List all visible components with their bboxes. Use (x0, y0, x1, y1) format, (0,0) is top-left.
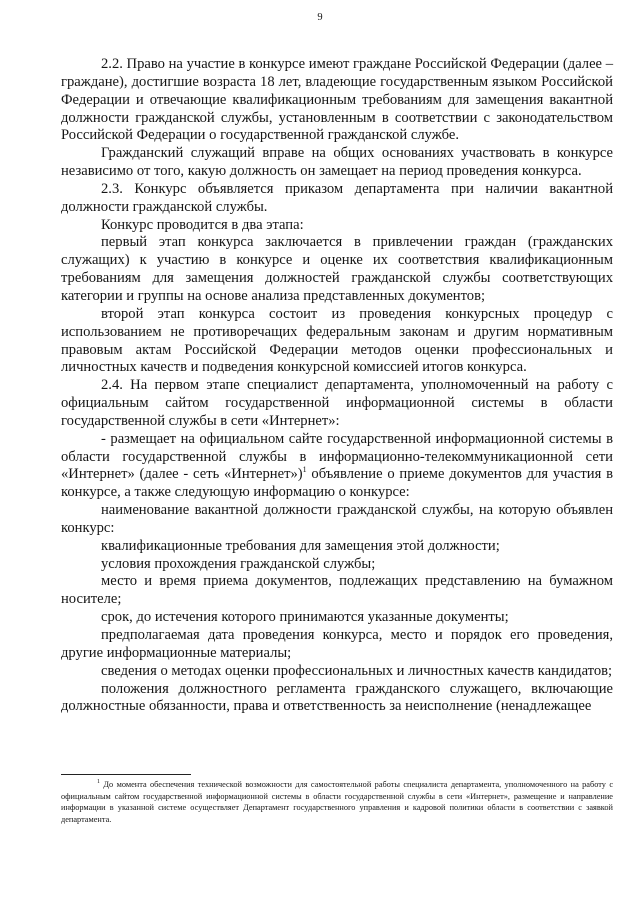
list-item: место и время приема документов, подлежащих представлению на бумажном носителе; (61, 573, 613, 608)
paragraph-2-3: 2.3. Конкурс объявляется приказом департамента при наличии вакантной должности гражданской службы. (61, 180, 613, 215)
document-body (61, 56, 613, 716)
footnote-text: До момента обеспечения технической возможности для самостоятельной работы специалиста департамента, уполномоченного на работу с официальным сайтом государственной информационной системы в области государственной службы в сети «Интернет», размещение и направление информации в указанной системе осуществляет Департамент государственного управления и кадровой политики области в соответствии с заявкой департамента. (61, 780, 613, 825)
paragraph-second-stage: второй этап конкурса состоит из проведения конкурсных процедур с использованием не противоречащих федеральным законам и другим нормативным правовым актам Российской Федерации методов оценки профессиональных и личностных качеств и подведения конкурсной комиссией итогов конкурса. (61, 305, 613, 376)
list-item: срок, до истечения которого принимаются указанные документы; (101, 609, 509, 626)
list-item: условия прохождения гражданской службы; (101, 555, 376, 572)
footnote-reference: 1 (302, 465, 307, 475)
paragraph-civil-servant: Гражданский служащий вправе на общих основаниях участвовать в конкурсе независимо от того, какую должность он замещает на период проведения конкурса. (61, 145, 613, 180)
paragraph-2-4: 2.4. На первом этапе специалист департамента, уполномоченный на работу с официальным сайтом государственной информационной системы в области государственной службы в сети «Интернет»: (61, 377, 613, 429)
list-item: квалификационные требования для замещения этой должности; (101, 537, 500, 554)
list-item: положения должностного регламента гражданского служащего, включающие должностные обязанности, права и ответственность за неисполнение (ненадлежащее (61, 680, 613, 715)
paragraph-first-stage: первый этап конкурса заключается в привлечении граждан (гражданских служащих) к участию в конкурсе и оценке их соответствия квалификационным требованиям для замещения должностей гражданской службы соответствующих категории и группы на основе анализа представленных документов; (61, 234, 613, 304)
list-item: наименование вакантной должности гражданской службы, на которую объявлен конкурс: (61, 502, 613, 536)
footnote-marker: 1 (97, 779, 100, 786)
paragraph-publish-item (61, 431, 613, 502)
publish-item-text-continued: объявление о приеме документов для участия в конкурсе, а также следующую информацию о конкурсе: (61, 466, 613, 501)
publish-item-text: - размещает на официальном сайте государственной информационной системы в области государственной службы в информационно-телекоммуникационной сети «Интернет» (далее - сеть «Интернет») (61, 430, 613, 483)
list-item: сведения о методах оценки профессиональных и личностных качеств кандидатов; (101, 662, 613, 679)
list-item: предполагаемая дата проведения конкурса, место и порядок его проведения, другие информационные материалы; (61, 627, 613, 661)
page-number: 9 (317, 12, 323, 23)
paragraph-2-2: 2.2. Право на участие в конкурсе имеют граждане Российской Федерации (далее – граждане), достигшие возраста 18 лет, владеющие государственным языком Российской Федерации и отвечающие квалификационным требованиям для замещения вакантной должности гражданской службы, установленным в соответствии с законодательством Российской Федерации о государственной гражданской службе. (61, 56, 613, 144)
paragraph-two-stages: Конкурс проводится в два этапа: (101, 216, 304, 233)
footnote-divider (61, 774, 191, 775)
footnote (61, 779, 613, 826)
